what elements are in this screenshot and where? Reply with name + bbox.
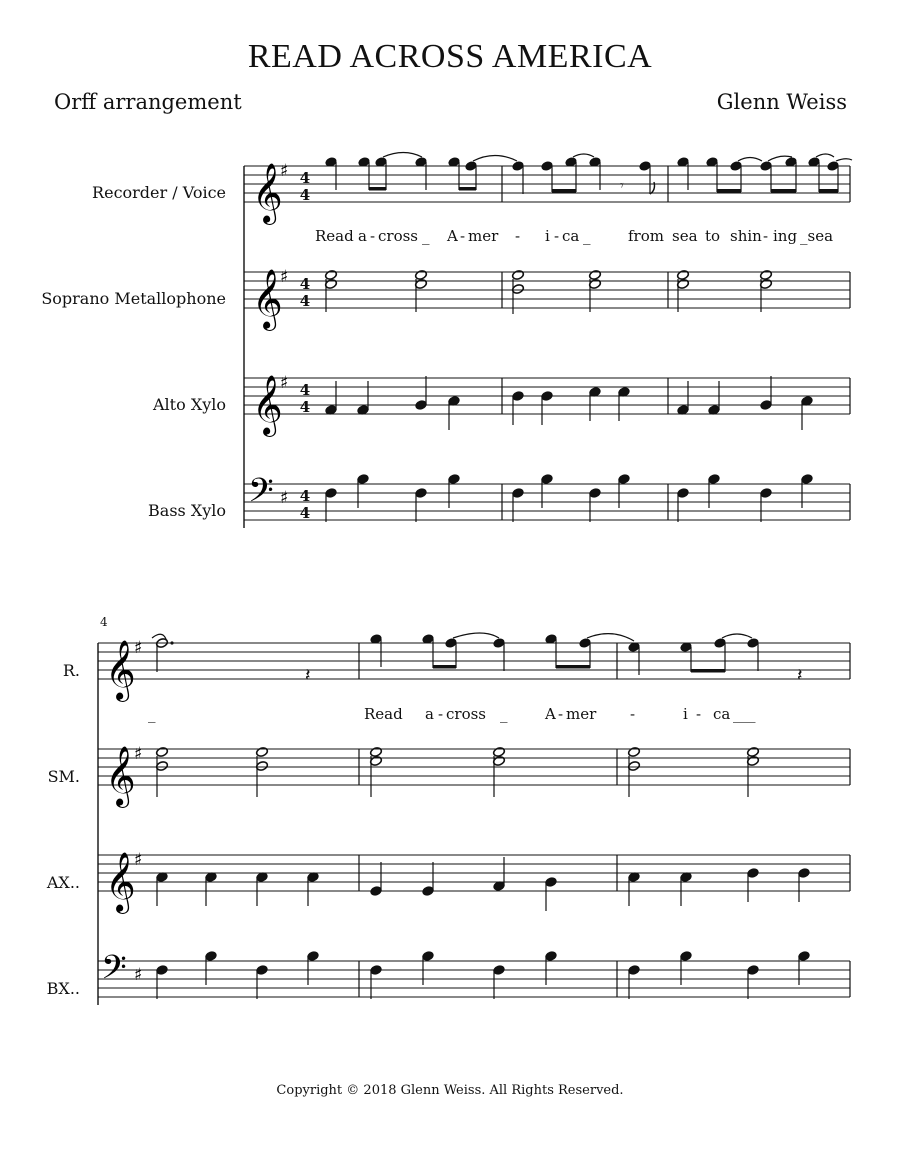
copyright-notice: Copyright © 2018 Glenn Weiss. All Rights Reserved. [276,1083,624,1098]
note [760,161,772,172]
beam [556,665,590,669]
note [465,161,477,172]
tie [722,634,752,638]
tie [573,154,594,157]
instrument-name-alto-xylo: Alto Xylo [153,395,226,414]
instrument-short-recorder: R. [62,661,80,680]
beam [459,187,476,191]
lyric: ing [773,227,798,245]
sharp-icon: ♯ [280,161,289,181]
time-signature-top: 4 [299,169,311,187]
beam [717,189,741,193]
lyric: ca [562,227,580,245]
beam [369,187,386,191]
recorder-notes [152,633,803,686]
composer-name: Glenn Weiss [716,90,847,114]
note [445,638,457,649]
staff-prefixes [101,638,142,995]
beam [433,665,456,669]
time-signature-bottom: 4 [299,186,311,204]
note [730,161,742,172]
time-signature-top: 4 [299,275,311,293]
lyric: sea [672,227,698,245]
barlines [359,643,850,997]
score-subtitle: Orff arrangement [54,90,242,114]
lyric: - [460,227,466,245]
instrument-short-bass-xylo: BX.. [46,979,80,998]
lyric: _sea [800,227,834,245]
treble-clef-icon: 𝄞 [105,746,136,806]
lyric: _ [500,705,508,723]
instrument-name-bass-xylo: Bass Xylo [148,501,226,520]
note [747,638,759,649]
lyrics-system-1 [315,227,833,245]
lyric: - [515,227,521,245]
beam [552,189,576,193]
lyric: i [683,705,688,723]
tie [587,634,634,641]
system-1 [41,153,852,529]
lyric: ca [713,705,731,723]
sharp-icon: ♯ [280,267,289,287]
lyric: a [358,227,367,245]
time-signature-bottom: 4 [299,292,311,310]
instrument-name-recorder: Recorder / Voice [92,183,226,202]
lyric: - [370,227,376,245]
tie [453,633,499,638]
treble-clef-icon: 𝄞 [252,163,283,223]
treble-clef-icon: 𝄞 [105,640,136,700]
instrument-name-soprano-metallophone: Soprano Metallophone [41,289,226,308]
eighth-rest-icon: 𝄾 [620,178,624,194]
staff-lines [244,166,850,520]
bass-xylo-notes [156,951,810,999]
lyric: - [554,227,560,245]
beam [691,669,725,673]
lyric: Read [315,227,354,245]
lyric: - [763,227,769,245]
lyric: _ [583,227,591,245]
tie [816,154,834,157]
barlines [502,166,850,520]
lyrics-system-2 [148,705,756,723]
soprano-metallophone-notes [156,747,760,797]
lyric: to [705,227,721,245]
tie [836,159,852,161]
soprano-metallophone-notes [325,270,773,314]
note [827,161,839,172]
quarter-rest-icon: 𝄽 [797,665,803,686]
note [493,638,505,649]
lyric: mer [566,705,597,723]
lyric: ___ [733,705,756,723]
sharp-icon: ♯ [134,638,143,658]
tie [738,158,762,162]
lyric: _ [148,705,156,723]
treble-clef-icon: 𝄞 [105,852,136,912]
bass-clef-icon: 𝄢 [248,472,274,518]
beam [771,189,796,193]
measure-number: 4 [100,615,108,629]
lyric: A [447,227,458,245]
tie [383,153,422,158]
sharp-icon: ♯ [280,488,289,508]
treble-clef-icon: 𝄞 [252,375,283,435]
staff-lines [98,643,850,997]
bass-xylo-notes [325,474,813,522]
system-2 [46,615,850,1005]
recorder-notes [325,153,852,195]
alto-xylo-notes [325,376,813,430]
lyric: mer [468,227,499,245]
lyric: i [545,227,550,245]
lyric: - [696,705,702,723]
beam [819,189,838,193]
time-signature-bottom: 4 [299,504,311,522]
lyric: - [438,705,444,723]
time-signature-bottom: 4 [299,398,311,416]
quarter-rest-icon: 𝄽 [305,665,311,686]
lyric: shin [730,227,762,245]
lyric: - [630,705,636,723]
lyric: cross [446,705,486,723]
lyric: _ [422,227,430,245]
note [714,638,726,649]
bass-clef-icon: 𝄢 [101,949,127,995]
sharp-icon: ♯ [134,744,143,764]
treble-clef-icon: 𝄞 [252,269,283,329]
note [639,161,651,172]
score-title: READ ACROSS AMERICA [247,38,653,75]
lyric: Read [364,705,403,723]
note [579,638,591,649]
time-signature-top: 4 [299,381,311,399]
sharp-icon: ♯ [134,965,143,985]
alto-xylo-notes [156,857,810,911]
note [512,161,524,172]
sharp-icon: ♯ [134,850,143,870]
note [541,161,553,172]
instrument-short-soprano-metallophone: SM. [47,767,80,786]
instrument-short-alto-xylo: AX.. [46,873,80,892]
lyric: - [558,705,564,723]
lyric: from [628,227,664,245]
lyric: A [545,705,556,723]
tie [473,156,517,162]
staff-prefixes [248,161,310,522]
sharp-icon: ♯ [280,373,289,393]
lyric: cross [378,227,418,245]
lyric: a [425,705,434,723]
time-signature-top: 4 [299,487,311,505]
